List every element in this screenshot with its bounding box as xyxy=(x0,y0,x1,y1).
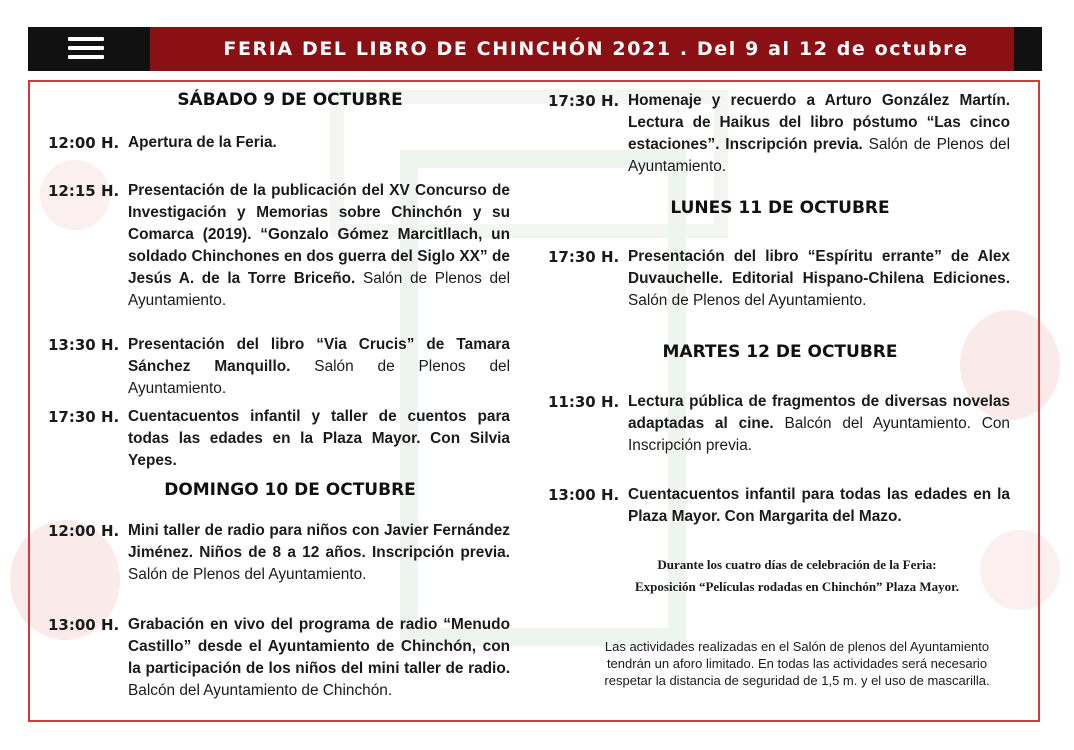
day-heading-tuesday: MARTES 12 DE OCTUBRE xyxy=(662,342,898,362)
day-heading-monday: LUNES 11 DE OCTUBRE xyxy=(670,198,890,218)
exhibition-note xyxy=(560,554,1034,598)
header-end-cap xyxy=(1014,27,1042,71)
event-time: 13:00 H. xyxy=(48,616,120,634)
disclaimer-note xyxy=(560,638,1034,689)
event-time: 17:30 H. xyxy=(548,92,620,110)
event-time: 13:00 H. xyxy=(548,486,620,504)
event-item xyxy=(48,614,510,702)
event-description: Cuentacuentos infantil para todas las edades en la Plaza Mayor. Con Margarita del Mazo. xyxy=(628,486,1010,525)
event-item xyxy=(48,406,510,472)
event-item xyxy=(48,520,510,586)
event-item xyxy=(48,180,510,312)
event-time: 12:15 H. xyxy=(48,182,120,200)
event-time: 17:30 H. xyxy=(48,408,120,426)
event-time: 17:30 H. xyxy=(548,248,620,266)
event-item xyxy=(548,391,1010,457)
event-item xyxy=(548,90,1010,178)
day-heading-saturday: SÁBADO 9 DE OCTUBRE xyxy=(177,90,403,110)
event-description: Mini taller de radio para niños con Javier Fernández Jiménez. Niños de 8 a 12 años. Inscripción previa. Salón de Plenos del Ayuntamiento. xyxy=(128,522,510,583)
event-time: 11:30 H. xyxy=(548,393,620,411)
exhibition-note-line: Durante los cuatro días de celebración de la Feria: xyxy=(657,557,937,572)
hamburger-menu-icon[interactable] xyxy=(68,37,104,63)
exhibition-note-line: Exposición “Películas rodadas en Chinchón” Plaza Mayor. xyxy=(635,579,959,594)
disclaimer-line: respetar la distancia de seguridad de 1,5 m. y el uso de mascarilla. xyxy=(604,673,990,688)
title-banner xyxy=(150,27,1042,71)
disclaimer-line: Las actividades realizadas en el Salón de plenos del Ayuntamiento xyxy=(604,639,990,654)
day-heading-sunday: DOMINGO 10 DE OCTUBRE xyxy=(164,480,416,500)
event-description: Homenaje y recuerdo a Arturo González Martín. Lectura de Haikus del libro póstumo “Las cinco estaciones”. Inscripción previa. Salón de Plenos del Ayuntamiento. xyxy=(628,92,1010,175)
event-time: 12:00 H. xyxy=(48,522,120,540)
event-description: Grabación en vivo del programa de radio “Menudo Castillo” desde el Ayuntamiento de Chinchón, con la participación de los niños del mini taller de radio. Balcón del Ayuntamiento de Chinchón. xyxy=(128,616,510,699)
event-time: 13:30 H. xyxy=(48,336,120,354)
event-description: Presentación de la publicación del XV Concurso de Investigación y Memorias sobre Chinchón y su Comarca (2019). “Gonzalo Gómez Marcitllach, un soldado Chinchones en dos guerra del Siglo XX” de Jesús A. de la Torre Briceño. Salón de Plenos del Ayuntamiento. xyxy=(128,182,510,309)
event-description: Apertura de la Feria. xyxy=(128,134,277,151)
disclaimer-line: tendrán un aforo limitado. En todas las actividades será necesario xyxy=(606,656,988,671)
header-bar xyxy=(28,27,1042,71)
event-time: 12:00 H. xyxy=(48,134,120,152)
event-description: Presentación del libro “Espíritu errante” de Alex Duvauchelle. Editorial Hispano-Chilena Ediciones. Salón de Plenos del Ayuntamiento. xyxy=(628,248,1010,309)
event-description: Cuentacuentos infantil y taller de cuentos para todas las edades en la Plaza Mayor. Con Silvia Yepes. xyxy=(128,408,510,469)
event-description: Presentación del libro “Via Crucis” de Tamara Sánchez Manquillo. Salón de Plenos del Ayuntamiento. xyxy=(128,336,511,397)
page-title: FERIA DEL LIBRO DE CHINCHÓN 2021 . Del 9 al 12 de octubre xyxy=(223,38,969,60)
event-item xyxy=(48,334,510,400)
event-item xyxy=(48,132,510,154)
event-item xyxy=(548,484,1010,528)
event-description: Lectura pública de fragmentos de diversas novelas adaptadas al cine. Balcón del Ayuntamiento. Con Inscripción previa. xyxy=(628,393,1010,454)
event-item xyxy=(548,246,1010,312)
